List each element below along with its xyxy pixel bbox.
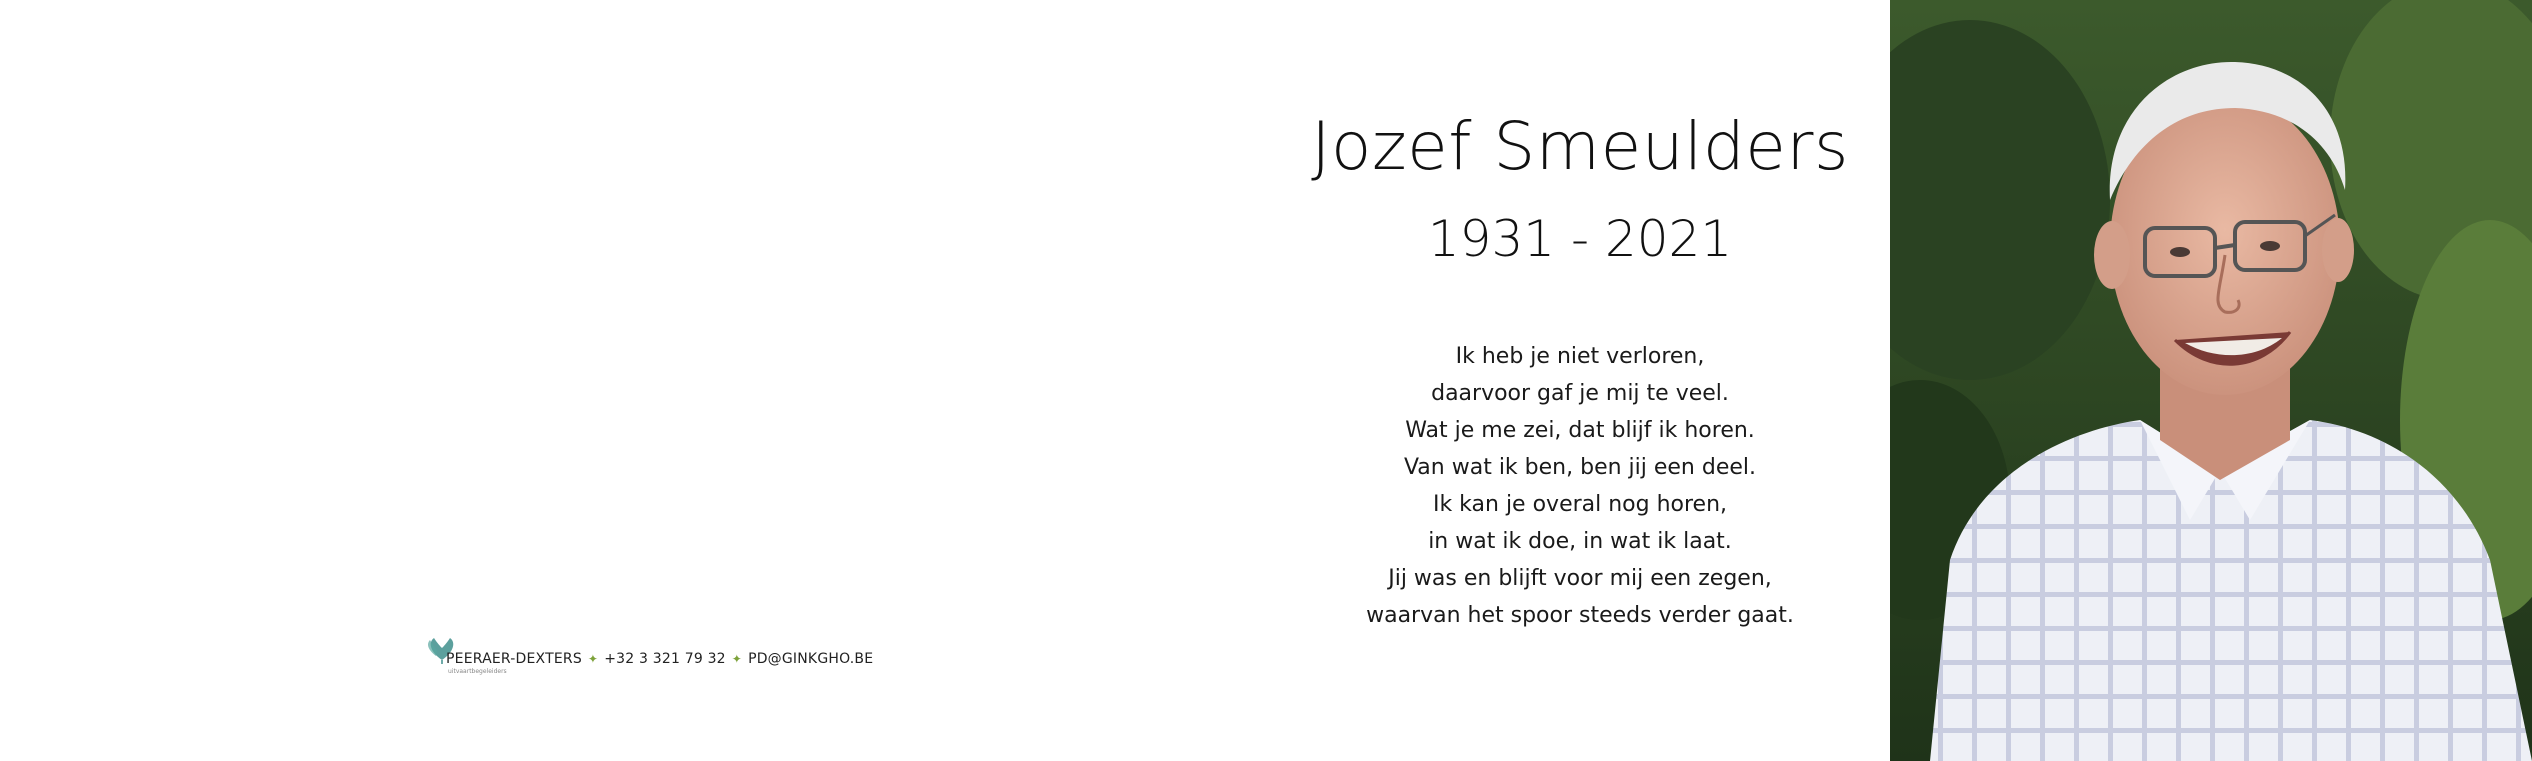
funeral-home-footer bbox=[424, 634, 884, 674]
separator-icon: ✦ bbox=[587, 652, 599, 666]
poem-line: Van wat ik ben, ben jij een deel. bbox=[1403, 455, 1757, 480]
life-years: 1931 - 2021 bbox=[1427, 210, 1733, 268]
poem-line: waarvan het spoor steeds verder gaat. bbox=[1366, 603, 1794, 628]
poem bbox=[1250, 338, 1910, 634]
poem-line: Wat je me zei, dat blijf ik horen. bbox=[1405, 418, 1755, 443]
phone-number: +32 3 321 79 32 bbox=[604, 651, 726, 667]
poem-line: Jij was en blijft voor mij een zegen, bbox=[1388, 566, 1772, 591]
footer-contact bbox=[446, 651, 873, 667]
poem-line: in wat ik doe, in wat ik laat. bbox=[1428, 529, 1732, 554]
email-address: PD@GINKGHO.BE bbox=[748, 651, 874, 667]
poem-line: daarvoor gaf je mij te veel. bbox=[1431, 381, 1729, 406]
name-heading: Jozef Smeulders bbox=[1311, 108, 1849, 185]
poem-line: Ik heb je niet verloren, bbox=[1455, 344, 1705, 369]
poem-line: Ik kan je overal nog horen, bbox=[1432, 492, 1728, 517]
portrait-photo bbox=[1890, 0, 2532, 761]
company-name: PEERAER-DEXTERS bbox=[446, 651, 582, 667]
portrait-illustration bbox=[1890, 0, 2532, 761]
separator-icon: ✦ bbox=[731, 652, 743, 666]
company-tagline: uitvaartbegeleiders bbox=[448, 668, 507, 675]
